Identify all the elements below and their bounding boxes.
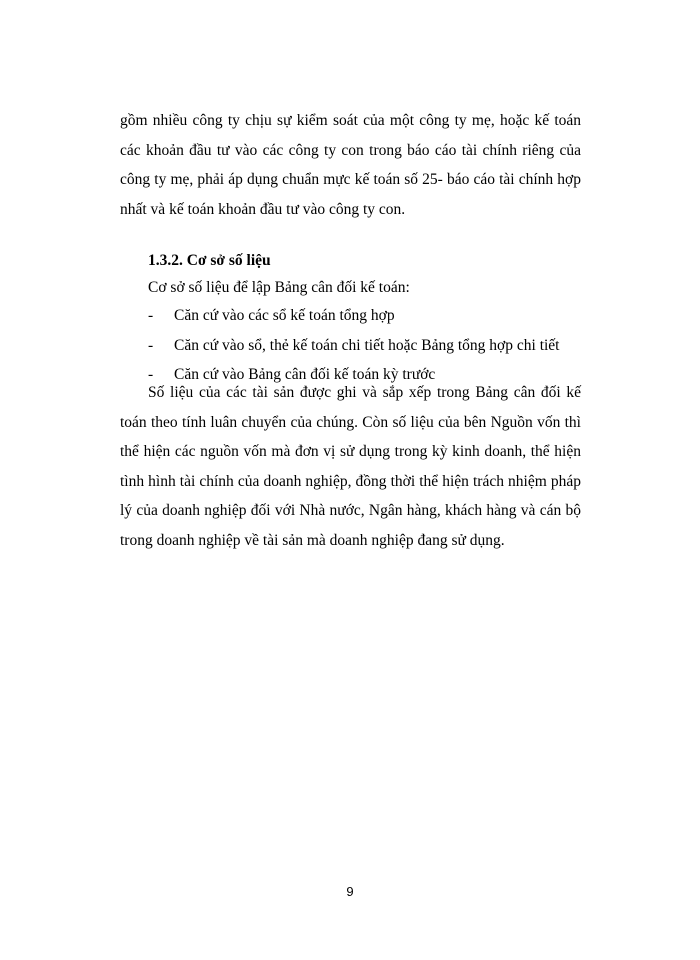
bullet-marker: - (148, 336, 154, 354)
list-item-text: Căn cứ vào sổ, thẻ kế toán chi tiết hoặc Bảng tổng hợp chi tiết (174, 336, 560, 354)
list-item (148, 301, 560, 331)
list-item (148, 331, 560, 361)
section-heading: 1.3.2. Cơ sở số liệu (148, 252, 271, 269)
list-item-text: Căn cứ vào các sổ kế toán tổng hợp (174, 307, 395, 324)
section-intro: Cơ sở số liệu để lập Bảng cân đối kế toán: (148, 279, 410, 296)
list-item-text: Căn cứ vào Bảng cân đối kế toán kỳ trước (174, 366, 436, 383)
paragraph-body (120, 378, 581, 555)
bullet-list (148, 301, 560, 390)
bullet-marker: - (148, 366, 154, 383)
page-number: 9 (346, 884, 354, 899)
paragraph-body-text: Số liệu của các tài sản được ghi và sắp xếp trong Bảng cân đối kế toán theo tính luân chuyển của chúng. Còn số liệu của bên Nguồn vốn thì thể hiện các nguồn vốn mà đơn vị sử dụng trong kỳ kinh doanh, thể hiện tình hình tài chính của doanh nghiệp, đồng thời thể hiện trách nhiệm pháp lý của doanh nghiệp đối với Nhà nước, Ngân hàng, khách hàng và cán bộ trong doanh nghiệp về tài sản mà doanh nghiệp đang sử dụng. (120, 384, 581, 549)
paragraph-continuation: gồm nhiều công ty chịu sự kiểm soát của một công ty mẹ, hoặc kế toán các khoản đầu tư vào các công ty con trong báo cáo tài chính riêng của công ty mẹ, phải áp dụng chuẩn mực kế toán số 25- báo cáo tài chính hợp nhất và kế toán khoản đầu tư vào công ty con. (120, 112, 581, 218)
bullet-marker: - (148, 307, 154, 324)
